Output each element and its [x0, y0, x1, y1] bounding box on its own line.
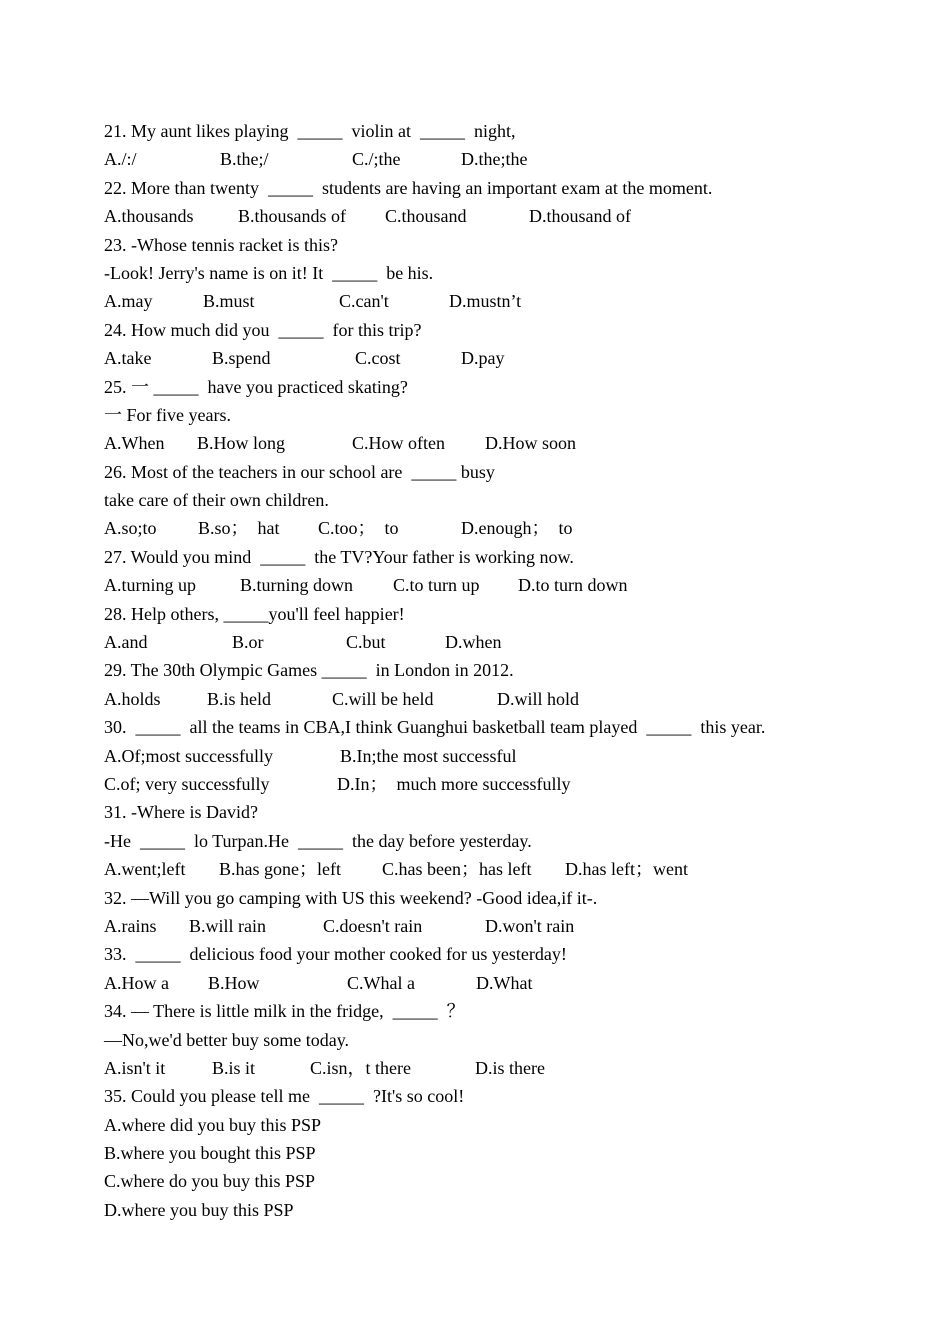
- question-stem: 35. Could you please tell me _____ ?It's so cool!: [104, 1086, 465, 1107]
- option-row: [104, 145, 904, 173]
- question-30: [104, 713, 904, 798]
- answer-option-c[interactable]: C.will be held: [332, 688, 434, 709]
- answer-option-b[interactable]: B.is it: [212, 1057, 256, 1078]
- question-stem: 25. 一 _____ have you practiced skating?: [104, 376, 408, 397]
- option-row: [104, 429, 904, 457]
- answer-option-d[interactable]: D.will hold: [497, 688, 580, 709]
- answer-option-a[interactable]: A./:/: [104, 149, 137, 170]
- answer-option-b[interactable]: B.turning down: [240, 575, 354, 596]
- question-26: [104, 458, 904, 543]
- answer-option-b[interactable]: B.spend: [212, 348, 271, 369]
- answer-option-b[interactable]: B.the;/: [220, 149, 269, 170]
- answer-option-a[interactable]: A.isn't it: [104, 1057, 166, 1078]
- answer-option-d[interactable]: D.thousand of: [529, 206, 631, 227]
- answer-option-b[interactable]: B.or: [232, 632, 264, 653]
- option-row: [104, 685, 904, 713]
- question-31: [104, 798, 904, 883]
- option-row: [104, 202, 904, 230]
- question-stem: 22. More than twenty _____ students are having an important exam at the moment.: [104, 177, 713, 198]
- answer-option-b[interactable]: B.will rain: [189, 915, 266, 936]
- answer-option-a[interactable]: A.went;left: [104, 859, 186, 880]
- question-stem: 28. Help others, _____you'll feel happier!: [104, 603, 405, 624]
- answer-option-d[interactable]: D.the;the: [461, 149, 528, 170]
- question-stem: 30. _____ all the teams in CBA,I think Guanghui basketball team played _____ this year.: [104, 717, 766, 738]
- question-24: [104, 316, 904, 373]
- option-row: [104, 1139, 904, 1167]
- question-32: [104, 884, 904, 941]
- option-row: [104, 855, 904, 883]
- answer-option-d[interactable]: D.where you buy this PSP: [104, 1199, 294, 1220]
- question-stem-continued: take care of their own children.: [104, 490, 329, 511]
- question-stem: 34. — There is little milk in the fridge, _____ ？: [104, 1001, 465, 1022]
- answer-option-b[interactable]: B.In;the most successful: [340, 745, 517, 766]
- option-row: [104, 287, 904, 315]
- answer-option-c[interactable]: C.Whal a: [347, 972, 415, 993]
- answer-option-c[interactable]: C.too； to: [318, 518, 399, 539]
- answer-option-c[interactable]: C.can't: [339, 291, 389, 312]
- option-row: [104, 1196, 904, 1224]
- answer-option-a[interactable]: A.take: [104, 348, 152, 369]
- option-row: [104, 969, 904, 997]
- question-stem: 24. How much did you _____ for this trip?: [104, 319, 422, 340]
- option-row: [104, 1054, 904, 1082]
- answer-option-c[interactable]: C.but: [346, 632, 386, 653]
- exam-page: [104, 117, 904, 1224]
- answer-option-b[interactable]: B.so； hat: [198, 518, 280, 539]
- option-row: [104, 1111, 904, 1139]
- answer-option-a[interactable]: A.turning up: [104, 575, 196, 596]
- question-stem-continued: —No,we'd better buy some today.: [104, 1029, 350, 1050]
- option-row: [104, 344, 904, 372]
- answer-option-c[interactable]: C./;the: [352, 149, 401, 170]
- answer-option-b[interactable]: B.where you bought this PSP: [104, 1143, 316, 1164]
- question-stem: 29. The 30th Olympic Games _____ in London in 2012.: [104, 660, 514, 681]
- answer-option-d[interactable]: D.has left；went: [565, 859, 688, 880]
- answer-option-d[interactable]: D.What: [476, 972, 533, 993]
- answer-option-d[interactable]: D.won't rain: [485, 915, 575, 936]
- answer-option-c[interactable]: C.to turn up: [393, 575, 480, 596]
- answer-option-d[interactable]: D.mustn’t: [449, 291, 522, 312]
- answer-option-d[interactable]: D.enough； to: [461, 518, 573, 539]
- answer-option-c[interactable]: C.thousand: [385, 206, 467, 227]
- answer-option-c[interactable]: C.where do you buy this PSP: [104, 1171, 316, 1192]
- question-stem: 21. My aunt likes playing _____ violin at _____ night,: [104, 121, 516, 141]
- answer-option-b[interactable]: B.must: [203, 291, 255, 312]
- answer-option-d[interactable]: D.when: [445, 632, 502, 653]
- question-22: [104, 174, 904, 231]
- answer-option-d[interactable]: D.is there: [475, 1057, 545, 1078]
- option-row: [104, 742, 904, 770]
- option-row: [104, 514, 904, 542]
- answer-option-b[interactable]: B.has gone；left: [219, 859, 341, 880]
- option-row: [104, 571, 904, 599]
- answer-option-a[interactable]: A.so;to: [104, 518, 157, 539]
- answer-option-c[interactable]: C.cost: [355, 348, 401, 369]
- answer-option-a[interactable]: A.and: [104, 632, 148, 653]
- answer-option-d[interactable]: D.How soon: [485, 433, 577, 454]
- answer-option-a[interactable]: A.holds: [104, 688, 161, 709]
- question-34: [104, 997, 904, 1082]
- answer-option-a[interactable]: A.Of;most successfully: [104, 745, 273, 766]
- option-row: [104, 912, 904, 940]
- answer-option-b[interactable]: B.How long: [197, 433, 286, 454]
- answer-option-a[interactable]: A.rains: [104, 915, 157, 936]
- question-stem-continued: 一 For five years.: [104, 404, 231, 425]
- option-row: [104, 770, 904, 798]
- question-29: [104, 656, 904, 713]
- question-33: [104, 940, 904, 997]
- answer-option-d[interactable]: D.pay: [461, 348, 505, 369]
- option-row: [104, 628, 904, 656]
- question-23: [104, 231, 904, 316]
- answer-option-c[interactable]: C.doesn't rain: [323, 915, 423, 936]
- answer-option-c[interactable]: C.has been；has left: [382, 859, 532, 880]
- answer-option-a[interactable]: A.How a: [104, 972, 169, 993]
- question-35: [104, 1082, 904, 1224]
- question-stem: 23. -Whose tennis racket is this?: [104, 234, 338, 255]
- question-25: [104, 373, 904, 458]
- answer-option-d[interactable]: D.In； much more successfully: [337, 773, 571, 794]
- question-stem: 32. —Will you go camping with US this weekend? -Good idea,if it-.: [104, 887, 598, 908]
- question-stem: 26. Most of the teachers in our school are _____ busy: [104, 461, 495, 482]
- question-stem-continued: -He _____ lo Turpan.He _____ the day before yesterday.: [104, 830, 532, 851]
- answer-option-a[interactable]: A.where did you buy this PSP: [104, 1114, 322, 1135]
- question-stem: 27. Would you mind _____ the TV?Your father is working now.: [104, 546, 574, 567]
- question-stem: 31. -Where is David?: [104, 802, 258, 823]
- answer-option-d[interactable]: D.to turn down: [518, 575, 628, 596]
- question-21: [104, 117, 904, 174]
- answer-option-b[interactable]: B.thousands of: [238, 206, 346, 227]
- option-row: [104, 1167, 904, 1195]
- answer-option-a[interactable]: A.may: [104, 291, 153, 312]
- answer-option-c[interactable]: C.of; very successfully: [104, 773, 270, 794]
- answer-option-c[interactable]: C.isn，t there: [310, 1057, 411, 1078]
- answer-option-a[interactable]: A.thousands: [104, 206, 194, 227]
- answer-option-b[interactable]: B.is held: [207, 688, 272, 709]
- answer-option-b[interactable]: B.How: [208, 972, 260, 993]
- question-stem: 33. _____ delicious food your mother cooked for us yesterday!: [104, 944, 567, 965]
- answer-option-a[interactable]: A.When: [104, 433, 165, 454]
- question-28: [104, 600, 904, 657]
- answer-option-c[interactable]: C.How often: [352, 433, 445, 454]
- question-27: [104, 543, 904, 600]
- question-stem-continued: -Look! Jerry's name is on it! It _____ be his.: [104, 262, 434, 283]
